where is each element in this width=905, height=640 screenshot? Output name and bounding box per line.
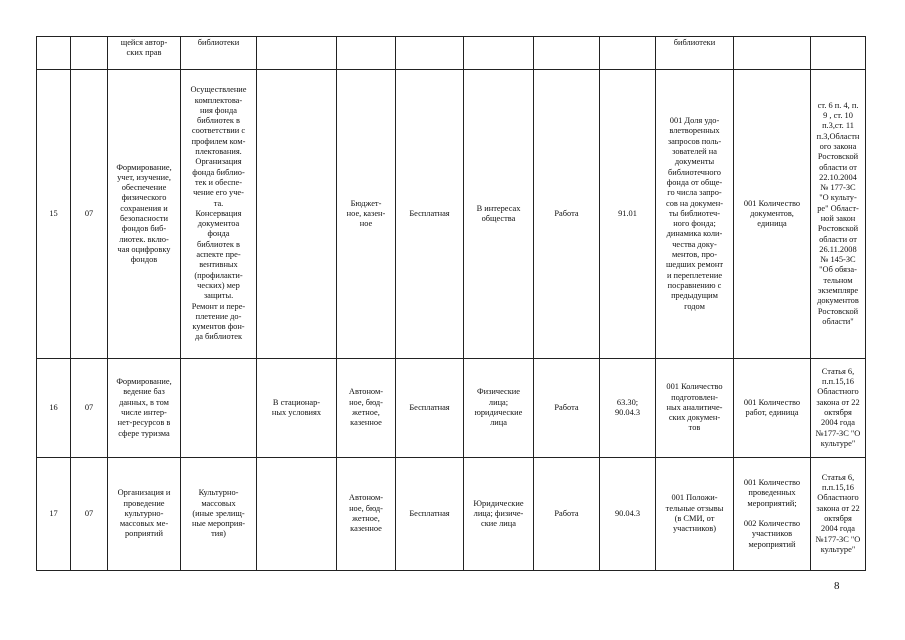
cell-code: 07 <box>71 359 108 458</box>
cell-category: Бюджет- ное, казен- ное <box>337 70 396 359</box>
cell-category: Автоном- ное, бюд- жетное, казенное <box>337 359 396 458</box>
cell-indicator: 001 Количество подготовлен- ных аналитиче- ских докумен- тов <box>656 359 734 458</box>
cell-indicator: 001 Доля удо- влетворенных запросов поль- зователей на документы библиотечного фонда от обще- го числа запро- сов на докумен- ты библиотеч- ного фонда; динамика коли- чества доку- ментов, про- шедших ремонт и переплетение посравнению с предыдущим годом <box>656 70 734 359</box>
cell-indicator: библиотеки <box>656 37 734 70</box>
cell-content: Осуществление комплектова- ния фонда библиотек в соответствии с профилем ком- плектования. Организация фонда библио- тек и обеспе- чение его уче- та. Консервация документоа фонда библиотек в аспекте пре- вентивных (профилакти- ческих) мер защиты. Ремонт и пере- плетение до- кументов фон- да библиотек <box>181 70 257 359</box>
cell-okved <box>600 37 656 70</box>
cell-code <box>71 37 108 70</box>
cell-consumers: Юридические лица; физиче- ские лица <box>464 458 534 571</box>
table-row <box>37 70 866 359</box>
cell-volume: 001 Количество документов, единица <box>734 70 811 359</box>
cell-basis: Статья 6, п.п.15,16 Областного закона от 22 октября 2004 года №177-ЗС "О культуре" <box>811 458 866 571</box>
cell-num: 15 <box>37 70 71 359</box>
services-table <box>36 36 866 571</box>
cell-basis: Статья 6, п.п.15,16 Областного закона от 22 октября 2004 года №177-ЗС "О культуре" <box>811 359 866 458</box>
cell-name: Организация и проведение культурно- массовых ме- роприятий <box>108 458 181 571</box>
cell-num <box>37 37 71 70</box>
cell-num: 17 <box>37 458 71 571</box>
cell-type: Работа <box>534 359 600 458</box>
cell-name: щейся автор- ских прав <box>108 37 181 70</box>
page-number: 8 <box>834 580 840 592</box>
cell-conditions <box>257 458 337 571</box>
cell-okved: 90.04.3 <box>600 458 656 571</box>
cell-conditions: В стационар- ных условиях <box>257 359 337 458</box>
cell-basis: ст. 6 п. 4, п. 9 , ст. 10 п.3,ст. 11 п.3,Областн ого закона Ростовской области от 22.10.2004 № 177-ЗС "О культу- ре" Област- ной закон Ростовской области от 26.11.2008 № 145-ЗС "Об обяза- тельном экземпляре документов Ростовской области" <box>811 70 866 359</box>
cell-name: Формирование, ведение баз данных, в том числе интер- нет-ресурсов в сфере туризма <box>108 359 181 458</box>
cell-volume: 001 Количество работ, единица <box>734 359 811 458</box>
cell-category <box>337 37 396 70</box>
cell-volume: 001 Количество проведенных мероприятий; 002 Количество участников мероприятий <box>734 458 811 571</box>
cell-volume <box>734 37 811 70</box>
cell-category: Автоном- ное, бюд- жетное, казенное <box>337 458 396 571</box>
cell-content <box>181 359 257 458</box>
cell-indicator: 001 Положи- тельные отзывы (в СМИ, от участников) <box>656 458 734 571</box>
cell-okved: 91.01 <box>600 70 656 359</box>
cell-type: Работа <box>534 70 600 359</box>
cell-consumers: Физические лица; юридические лица <box>464 359 534 458</box>
cell-type: Работа <box>534 458 600 571</box>
cell-code: 07 <box>71 70 108 359</box>
cell-name: Формирование, учет, изучение, обеспечение физического сохранения и безопасности фондов биб- лиотек. вклю- чая оцифровку фондов <box>108 70 181 359</box>
cell-payment: Бесплатная <box>396 458 464 571</box>
cell-conditions <box>257 70 337 359</box>
cell-type <box>534 37 600 70</box>
cell-basis <box>811 37 866 70</box>
cell-content: библиотеки <box>181 37 257 70</box>
cell-num: 16 <box>37 359 71 458</box>
cell-code: 07 <box>71 458 108 571</box>
cell-payment <box>396 37 464 70</box>
cell-payment: Бесплатная <box>396 359 464 458</box>
table-row <box>37 458 866 571</box>
cell-conditions <box>257 37 337 70</box>
cell-payment: Бесплатная <box>396 70 464 359</box>
cell-content: Культурно- массовых (иные зрелищ- ные мероприя- тия) <box>181 458 257 571</box>
table-row <box>37 359 866 458</box>
cell-consumers <box>464 37 534 70</box>
table-row <box>37 37 866 70</box>
cell-okved: 63.30; 90.04.3 <box>600 359 656 458</box>
cell-consumers: В интересах общества <box>464 70 534 359</box>
